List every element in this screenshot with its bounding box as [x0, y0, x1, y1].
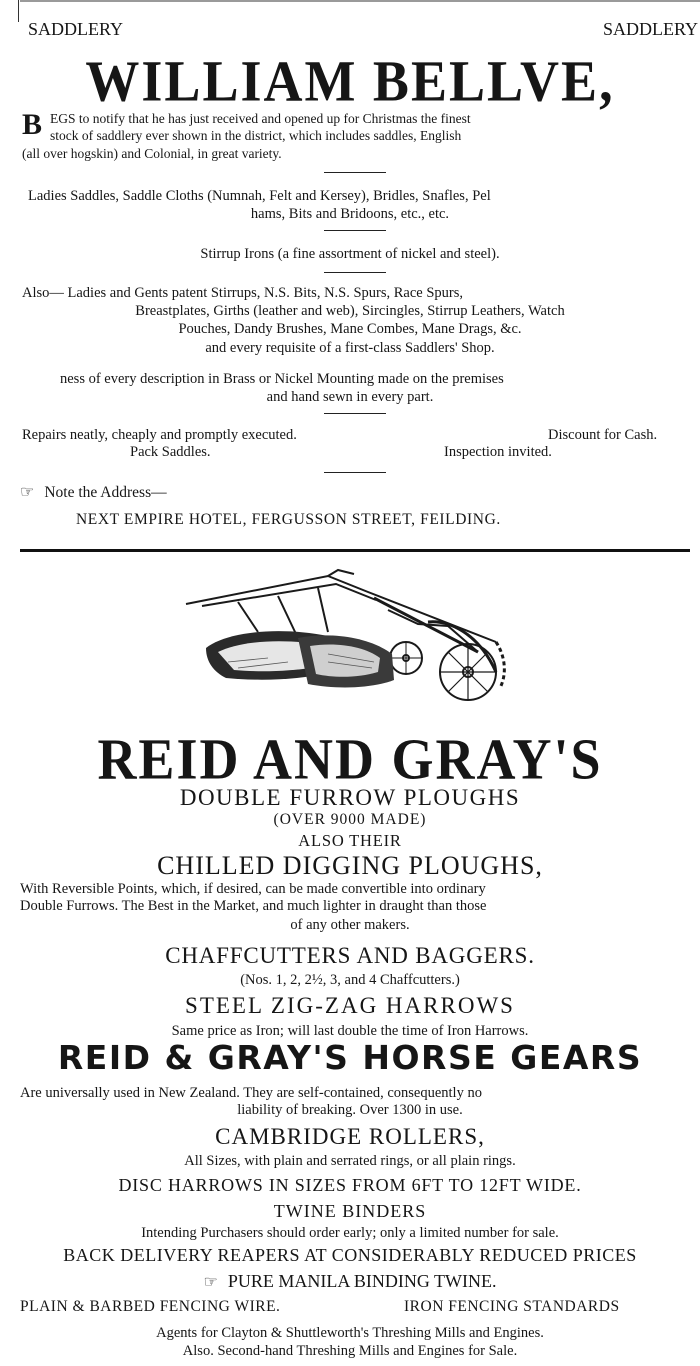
harness-line-1: ness of every description in Brass or Nickel Mounting made on the premises: [60, 371, 504, 387]
over-made: (OVER 9000 MADE): [273, 811, 427, 828]
also-line-4: and every requisite of a first-class Saddlers' Shop.: [205, 340, 495, 356]
also-line-3: Pouches, Dandy Brushes, Mane Combes, Mane Drags, &c.: [178, 321, 522, 337]
horse-gears-heading: REID & GRAY'S HORSE GEARS: [57, 1038, 643, 1077]
address: NEXT EMPIRE HOTEL, FERGUSSON STREET, FEILDING.: [76, 511, 501, 528]
second-hand-mills: Also. Second-hand Threshing Mills and Engines for Sale.: [182, 1343, 518, 1359]
reversible-text-1: With Reversible Points, which, if desired, can be made convertible into ordinary: [20, 881, 486, 897]
all-sizes: All Sizes, with plain and serrated rings, or all plain rings.: [184, 1153, 516, 1169]
intro-line-3: (all over hogskin) and Colonial, in great variety.: [22, 146, 282, 161]
divider: [324, 230, 386, 231]
divider: [324, 413, 386, 414]
drop-cap: B: [22, 108, 43, 141]
intro-line-1: EGS to notify that he has just received and opened up for Christmas the finest: [50, 111, 471, 126]
manila-twine: PURE MANILA BINDING TWINE.: [227, 1271, 497, 1291]
reversible-line-3: of any other makers.: [290, 917, 410, 933]
note-address: [20, 485, 167, 501]
chaffcutters-and-baggers: CHAFFCUTTERS AND BAGGERS.: [165, 943, 535, 968]
also-their: ALSO THEIR: [298, 831, 402, 850]
same-price-as-iron: Same price as Iron; will last double the time of Iron Harrows.: [171, 1023, 529, 1039]
cambridge-rollers: CAMBRIDGE ROLLERS,: [215, 1124, 485, 1149]
ladies-line-2: hams, Bits and Bridoons, etc., etc.: [250, 206, 450, 222]
section-rule: [20, 549, 690, 552]
note-text: Note the Address—: [44, 484, 167, 501]
intro-line-2: stock of saddlery ever shown in the district, which includes saddles, English: [50, 128, 462, 143]
divider: [324, 472, 386, 473]
agents-clayton: Agents for Clayton & Shuttleworth's Threshing Mills and Engines.: [156, 1325, 544, 1341]
stirrup-irons: Stirrup Irons (a fine assortment of nickel and steel).: [200, 246, 500, 262]
pointing-hand-icon: ☞: [203, 1274, 218, 1291]
chilled-digging-ploughs: CHILLED DIGGING PLOUGHS,: [157, 851, 543, 880]
manila-twine-line: [0, 1272, 700, 1291]
steel-zig-zag-harrows: STEEL ZIG-ZAG HARROWS: [185, 993, 515, 1018]
inspection: Inspection invited.: [444, 444, 552, 460]
pointing-hand-icon: ☞: [20, 484, 35, 501]
column-rule: [18, 0, 19, 22]
universally-line-1: Are universally used in New Zealand. They are self-contained, consequently no: [20, 1085, 482, 1101]
plain-barbed-wire: PLAIN & BARBED FENCING WIRE.: [20, 1298, 281, 1315]
divider: [324, 172, 386, 173]
also-line-1: Also— Ladies and Gents patent Stirrups, N.S. Bits, N.S. Spurs, Race Spurs,: [22, 285, 464, 301]
repairs: Repairs neatly, cheaply and promptly executed.: [22, 427, 297, 443]
top-rule: [20, 0, 700, 2]
also-line-2: Breastplates, Girths (leather and web), Sircingles, Stirrup Leathers, Watch: [135, 303, 565, 319]
corner-heading-right: SADDLERY: [602, 19, 698, 39]
discount: Discount for Cash.: [548, 427, 658, 443]
disc-harrows: DISC HARROWS IN SIZES FROM 6FT TO 12FT WIDE.: [118, 1175, 582, 1195]
pack-saddles: Pack Saddles.: [130, 444, 211, 460]
reversible-line-1: [20, 882, 696, 897]
corner-heading-left: SADDLERY: [28, 19, 124, 39]
universally-line-2: liability of breaking. Over 1300 in use.: [237, 1102, 463, 1118]
reid-gray-title: REID AND GRAY'S: [97, 726, 603, 792]
advertiser-name: WILLIAM BELLVE,: [85, 48, 615, 114]
chaffcutter-numbers: (Nos. 1, 2, 2½, 3, and 4 Chaffcutters.): [240, 972, 460, 988]
divider: [324, 272, 386, 273]
intending-purchasers: Intending Purchasers should order early; only a limited number for sale.: [141, 1225, 559, 1241]
reversible-line-2: Double Furrows. The Best in the Market, and much lighter in draught than those: [20, 898, 487, 914]
ladies-line-1: Ladies Saddles, Saddle Cloths (Numnah, Felt and Kersey), Bridles, Snafles, Pel: [28, 188, 491, 204]
twine-binders: TWINE BINDERS: [273, 1201, 427, 1221]
double-furrow-ploughs: DOUBLE FURROW PLOUGHS: [179, 785, 521, 810]
back-delivery-reapers: BACK DELIVERY REAPERS AT CONSIDERABLY REDUCED PRICES: [63, 1245, 637, 1265]
harness-line-2: and hand sewn in every part.: [266, 389, 434, 405]
double-furrow-plough-illustration: [178, 562, 518, 712]
iron-fencing-standards: IRON FENCING STANDARDS: [404, 1298, 620, 1315]
